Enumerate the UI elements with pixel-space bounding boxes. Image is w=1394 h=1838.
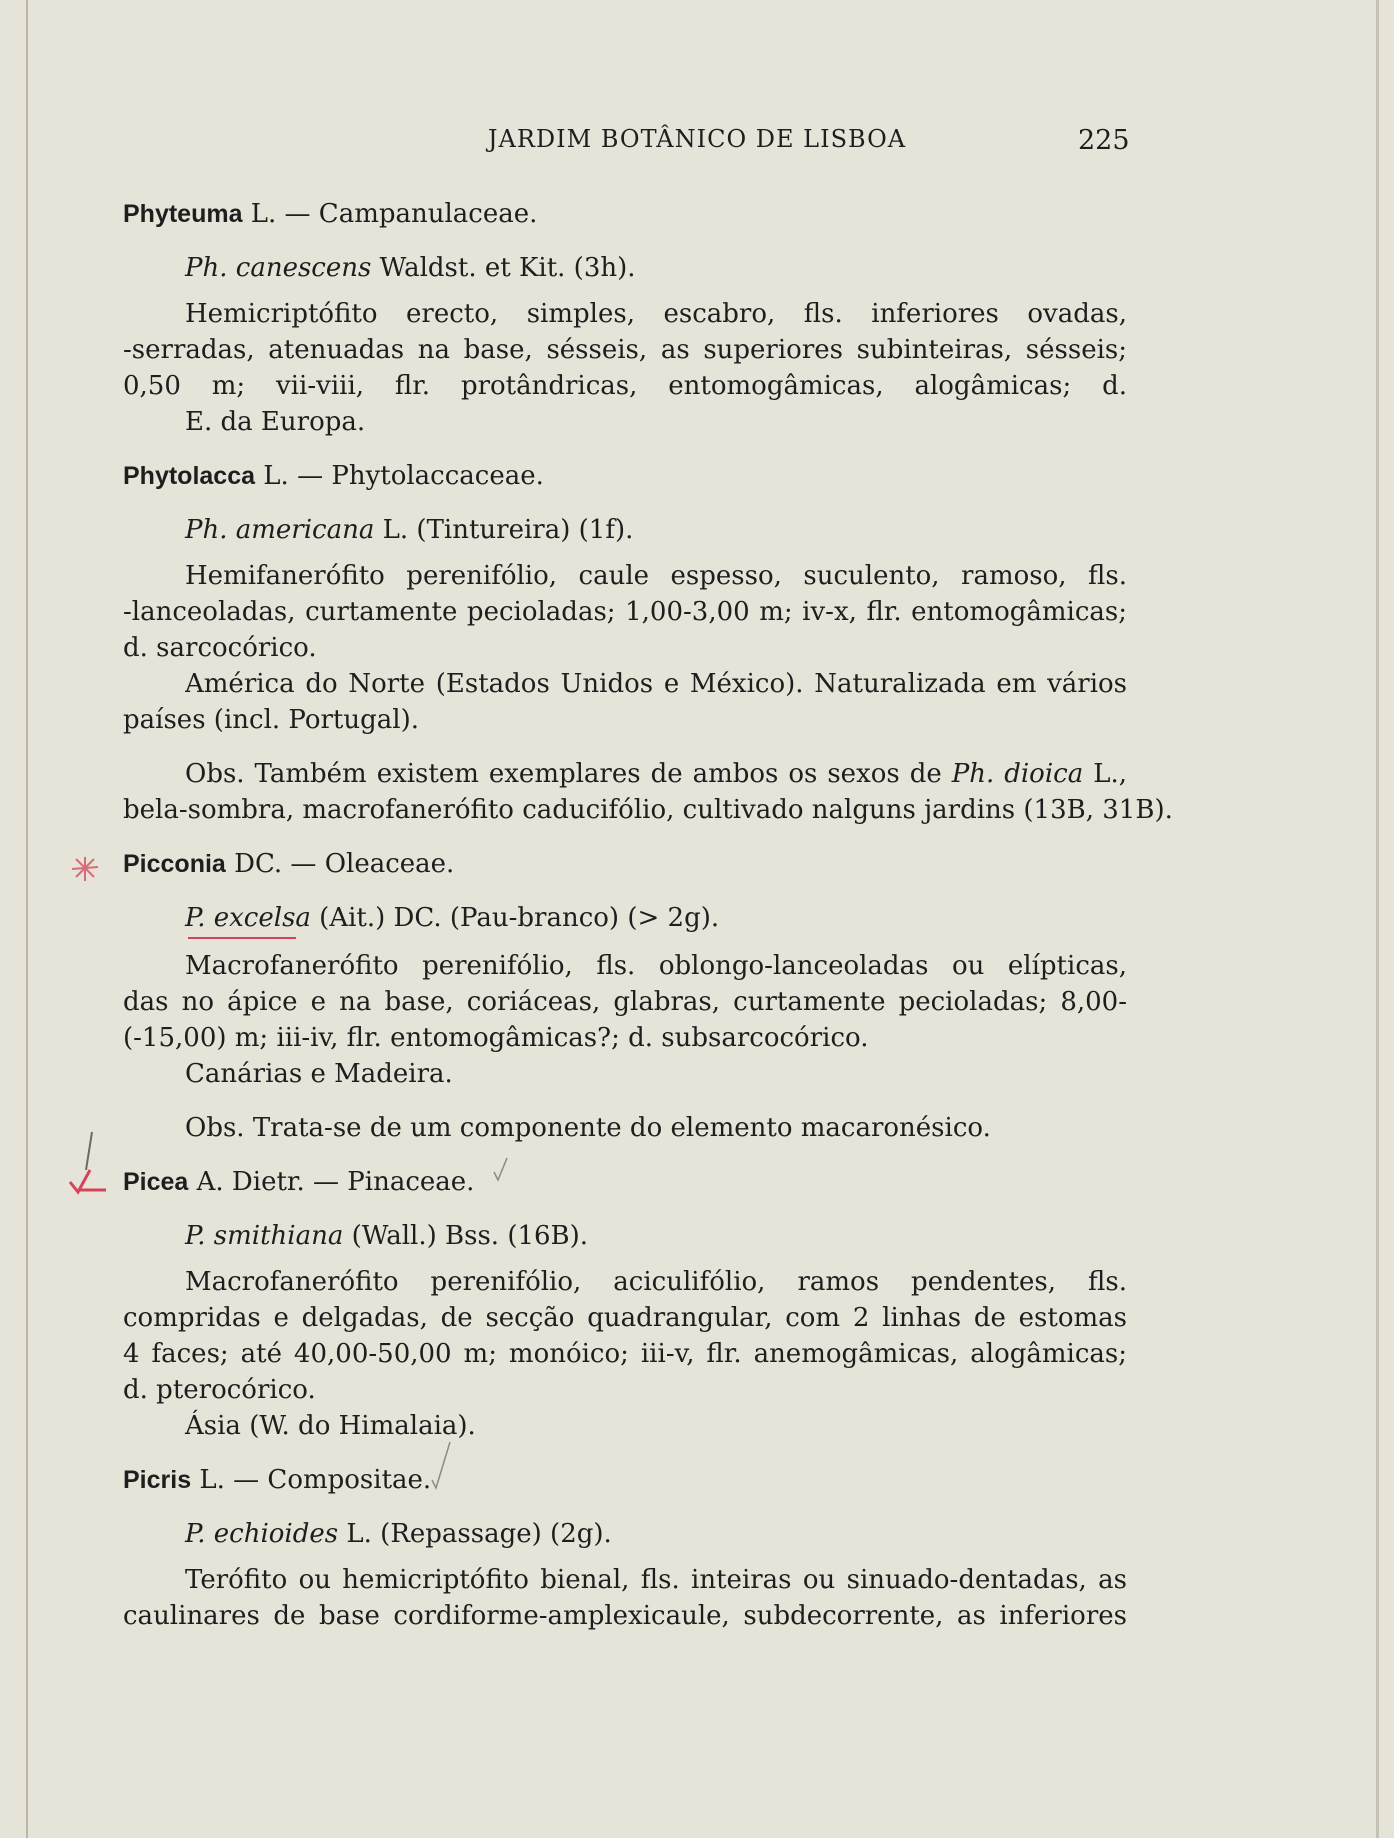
- species-heading-picconia: P. excelsa (Ait.) DC. (Pau-branco) (> 2g).: [185, 903, 720, 933]
- description-line: compridas e delgadas, de secção quadrangular, com 2 linhas de estomas: [123, 1303, 1127, 1333]
- description-line: Hemicriptófito erecto, simples, escabro, fls. inferiores ovadas,: [185, 299, 1127, 329]
- species-heading-phytolacca: Ph. americana L. (Tintureira) (1f).: [185, 515, 634, 545]
- observation-line: Obs. Trata-se de um componente do elemento macaronésico.: [185, 1113, 991, 1143]
- observation-line: Obs. Também existem exemplares de ambos os sexos de Ph. dioica L.,: [185, 759, 1127, 789]
- species-heading-picea: P. smithiana (Wall.) Bss. (16B).: [185, 1221, 589, 1251]
- description-line: 4 faces; até 40,00-50,00 m; monóico; iii-v, flr. anemogâmicas, alogâmicas;: [123, 1339, 1127, 1369]
- distribution-line: E. da Europa.: [185, 407, 366, 437]
- checkmark-icon: [66, 1130, 108, 1198]
- distribution-line: Canárias e Madeira.: [185, 1059, 453, 1089]
- pencil-tick-icon: [492, 1156, 510, 1184]
- distribution-line: América do Norte (Estados Unidos e México). Naturalizada em vários: [185, 669, 1127, 699]
- page-edge-right: [1376, 0, 1379, 1838]
- observation-line: bela-sombra, macrofanerófito caducifólio, cultivado nalguns jardins (13B, 31B).: [123, 795, 1173, 825]
- distribution-line: Ásia (W. do Himalaia).: [185, 1411, 476, 1441]
- running-header: JARDIM BOTÂNICO DE LISBOA: [487, 125, 907, 153]
- description-line: d. sarcocórico.: [123, 633, 317, 663]
- species-heading-picris: P. echioides L. (Repassage) (2g).: [185, 1519, 612, 1549]
- description-line: das no ápice e na base, coriáceas, glabras, curtamente pecioladas; 8,00-: [123, 987, 1127, 1017]
- description-line: Terófito ou hemicriptófito bienal, fls. inteiras ou sinuado-dentadas, as: [185, 1565, 1127, 1595]
- genus-heading-phyteuma: Phyteuma L. — Campanulaceae.: [123, 199, 538, 229]
- genus-heading-picconia: Picconia DC. — Oleaceae.: [123, 849, 455, 879]
- page-number: 225: [1078, 125, 1130, 156]
- distribution-line: países (incl. Portugal).: [123, 705, 419, 735]
- genus-heading-phytolacca: Phytolacca L. — Phytolaccaceae.: [123, 461, 544, 491]
- description-line: 0,50 m; vii-viii, flr. protândricas, entomogâmicas, alogâmicas; d.: [123, 371, 1127, 401]
- description-line: d. pterocórico.: [123, 1375, 316, 1405]
- description-line: Hemifanerófito perenifólio, caule espesso, suculento, ramoso, fls.: [185, 561, 1127, 591]
- page-edge-left: [26, 0, 28, 1838]
- red-underline: [188, 937, 296, 939]
- genus-heading-picea: Picea A. Dietr. — Pinaceae.: [123, 1167, 475, 1197]
- description-line: -serradas, atenuadas na base, sésseis, as superiores subinteiras, sésseis;: [123, 335, 1127, 365]
- description-line: -lanceoladas, curtamente pecioladas; 1,00-3,00 m; iv-x, flr. entomogâmicas;: [123, 597, 1127, 627]
- red-pencil-mark-icon: [68, 853, 104, 883]
- description-line: Macrofanerófito perenifólio, aciculifólio, ramos pendentes, fls.: [185, 1267, 1127, 1297]
- description-line: Macrofanerófito perenifólio, fls. oblongo-lanceoladas ou elípticas,: [185, 951, 1127, 981]
- description-line: (-15,00) m; iii-iv, flr. entomogâmicas?; d. subsarcocórico.: [123, 1023, 869, 1053]
- pencil-tick-icon: [430, 1440, 454, 1492]
- species-heading-phyteuma: Ph. canescens Waldst. et Kit. (3h).: [185, 253, 636, 283]
- genus-heading-picris: Picris L. — Compositae.: [123, 1465, 432, 1495]
- description-line: caulinares de base cordiforme-amplexicaule, subdecorrente, as inferiores: [123, 1601, 1127, 1631]
